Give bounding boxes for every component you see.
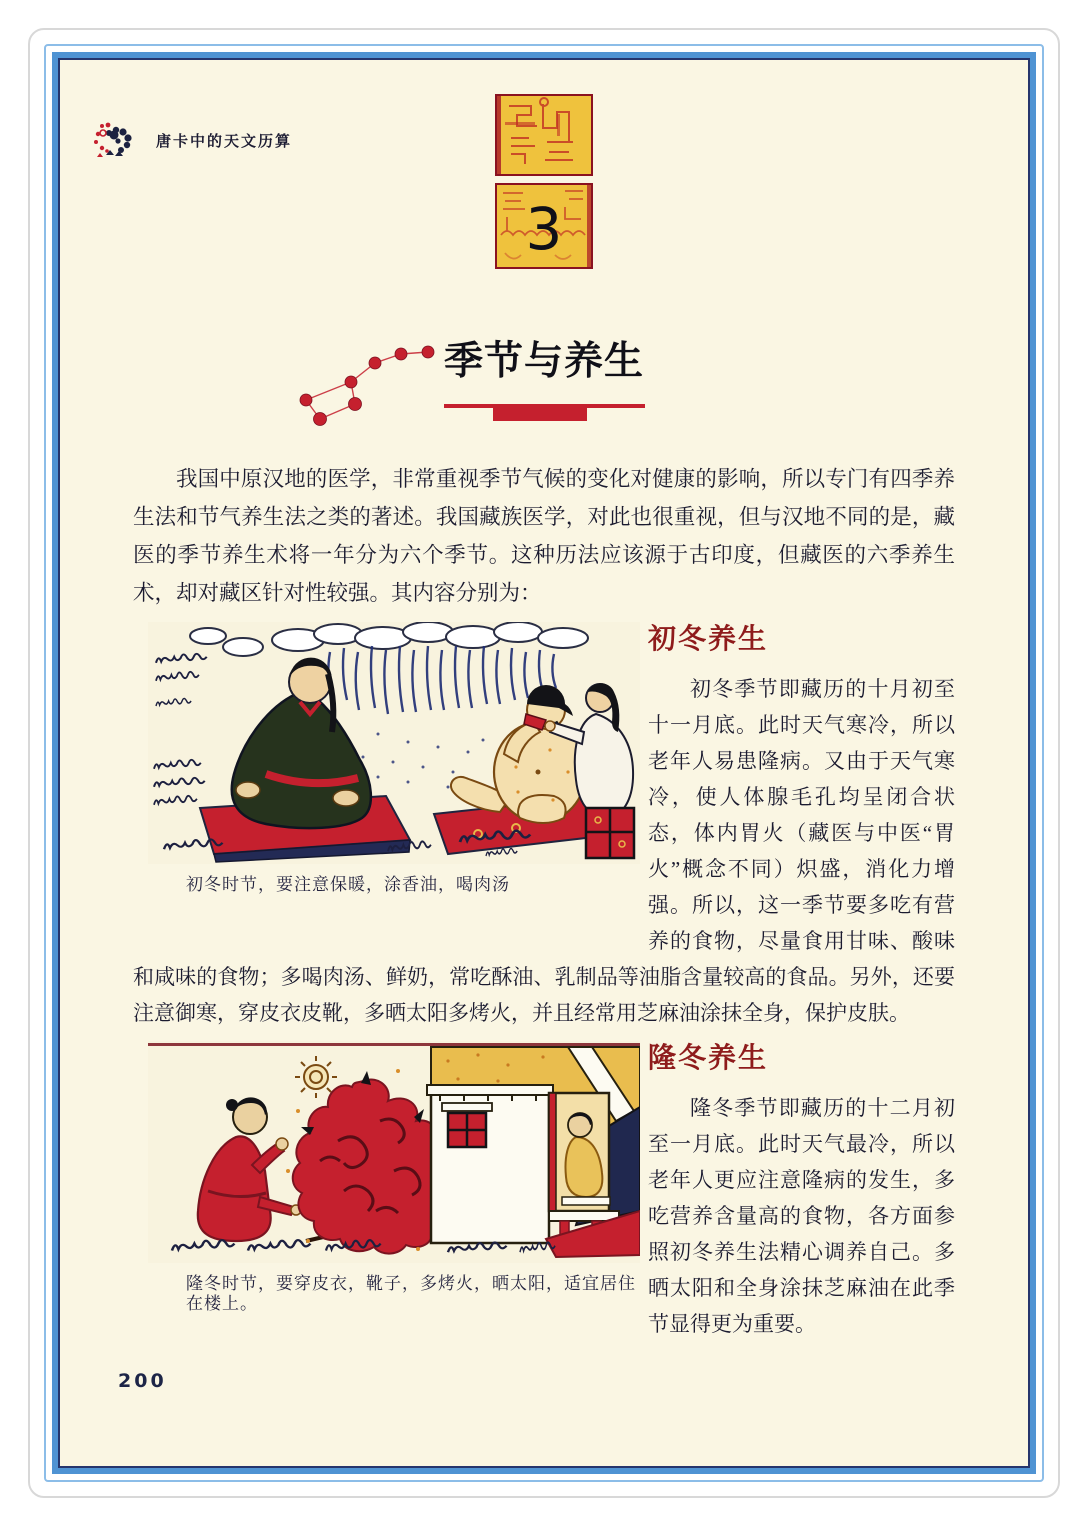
chapter-number: 3	[525, 195, 563, 263]
page-card	[28, 28, 1060, 1498]
title-underline	[444, 404, 645, 421]
navy-border	[58, 58, 1030, 1468]
early-winter-figure	[148, 622, 640, 895]
page-number: 200	[118, 1370, 167, 1392]
section-body-midwinter: 隆冬季节即藏历的十二月初至一月底。此时天气最冷，所以老年人更应注意隆病的发生，多吃营养含量高的食物，各方面参照初冬养生法精心调养自己。多晒太阳和全身涂抹芝麻油在此季节显得更为重要。	[648, 1096, 955, 1336]
inner-blue-border	[52, 52, 1036, 1474]
book-title: 唐卡中的天文历算	[156, 133, 293, 150]
page-title: 季节与养生	[443, 340, 644, 383]
section-early-winter	[133, 622, 955, 1031]
chapter-seal-top	[495, 94, 593, 176]
early-winter-illustration	[148, 622, 640, 864]
section-midwinter	[133, 1041, 955, 1374]
section-heading-midwinter: 隆冬养生	[648, 1043, 769, 1074]
section-body-early-winter: 初冬季节即藏历的十月初至十一月底。此时天气寒冷，所以老年人易患隆病。又由于天气寒冷，使人体腺毛孔均呈闭合状态，体内胃火（藏医与中医“胃火”概念不同）炽盛，消化力增强。所以，这一季节要多吃有营养的食物，尽量食用甘味、酸味和咸味的食物；多喝肉汤、鲜奶，常吃酥油、乳制品等油脂含量较高的食品。另外，还要注意御寒，穿皮衣皮靴，多晒太阳多烤火，并且经常用芝麻油涂抹全身，保护皮肤。	[133, 677, 955, 1025]
chapter-seal-bottom	[495, 183, 593, 269]
page-content	[60, 60, 1028, 1466]
running-header	[94, 120, 292, 160]
early-winter-caption: 初冬时节，要注意保暖，涂香油，喝肉汤	[186, 875, 510, 894]
outer-blue-border	[44, 44, 1044, 1482]
midwinter-caption: 隆冬时节，要穿皮衣，靴子，多烤火，晒太阳，适宜居住在楼上。	[186, 1274, 636, 1313]
intro-paragraph: 我国中原汉地的医学，非常重视季节气候的变化对健康的影响，所以专门有四季养生法和节气养生法之类的著述。我国藏族医学，对此也很重视，但与汉地不同的是，藏医的季节养生术将一年分为六个季节。这种历法应该源于古印度，但藏医的六季养生术，却对藏区针对性较强。其内容分别为：	[133, 467, 955, 605]
publisher-logo-icon	[94, 120, 138, 160]
main-text-area	[133, 460, 955, 1374]
section-heading-early-winter: 初冬养生	[648, 624, 769, 655]
midwinter-figure	[148, 1041, 640, 1314]
midwinter-illustration	[148, 1041, 640, 1263]
chapter-seal	[495, 94, 593, 269]
